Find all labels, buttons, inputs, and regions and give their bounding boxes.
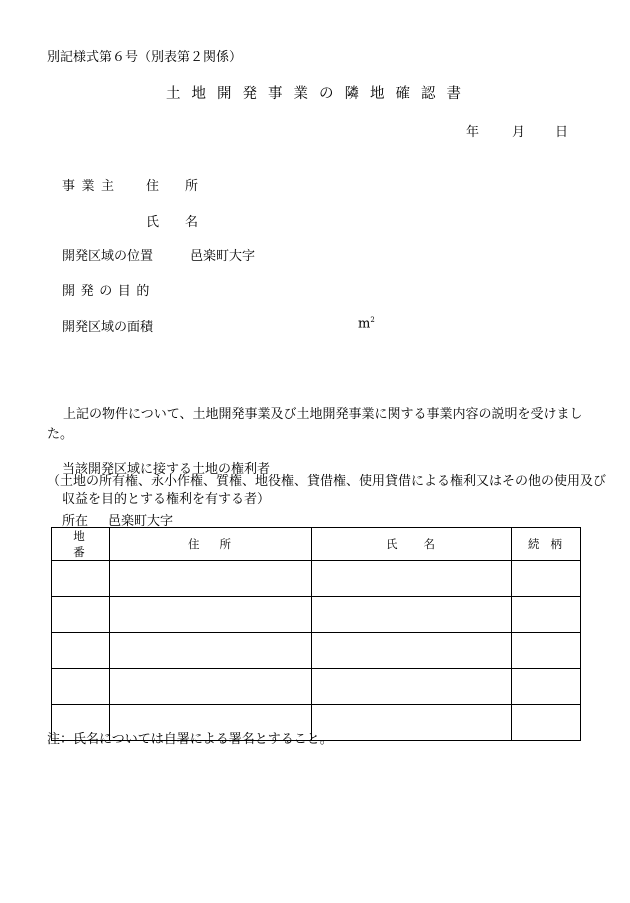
owner-label: 事業主 — [62, 179, 121, 194]
table-header-row — [52, 528, 581, 561]
cell-relationship[interactable] — [512, 669, 581, 705]
cell-address[interactable] — [110, 669, 312, 705]
location-line-value: 邑楽町大字 — [108, 514, 174, 529]
confirmation-paragraph: 上記の物件について、土地開発事業及び土地開発事業に関する事業内容の説明を受けました。 — [47, 407, 583, 442]
purpose-label: 開発の目的 — [62, 284, 156, 299]
area-unit-superscript: 2 — [370, 316, 375, 324]
form-number: 別記様式第６号（別表第２関係） — [47, 50, 243, 65]
cell-relationship[interactable] — [512, 633, 581, 669]
signature-note: 注：氏名については自署による署名とすること。 — [47, 732, 333, 747]
date-day-label: 日 — [555, 125, 569, 140]
cell-lot-number[interactable] — [52, 669, 110, 705]
area-label: 開発区域の面積 — [62, 320, 154, 335]
cell-lot-number[interactable] — [52, 633, 110, 669]
rights-holder-table — [51, 527, 581, 741]
area-unit-base: m — [358, 316, 371, 332]
cell-name[interactable] — [312, 597, 512, 633]
cell-address[interactable] — [110, 597, 312, 633]
table-row — [52, 669, 581, 705]
address-label: 住所 — [146, 179, 225, 194]
location-value: 邑楽町大字 — [190, 249, 256, 264]
rights-holder-heading: 当該開発区域に接する土地の権利者 — [62, 462, 271, 477]
document-title: 土地開発事業の隣地確認書 — [166, 86, 472, 102]
name-label: 氏名 — [146, 215, 225, 230]
cell-address[interactable] — [110, 633, 312, 669]
cell-name[interactable] — [312, 633, 512, 669]
cell-lot-number[interactable] — [52, 561, 110, 597]
cell-lot-number[interactable] — [52, 597, 110, 633]
cell-address[interactable] — [110, 561, 312, 597]
cell-relationship[interactable] — [512, 705, 581, 741]
header-relationship: 続柄 — [512, 528, 581, 561]
header-name: 氏名 — [312, 528, 512, 561]
cell-name[interactable] — [312, 669, 512, 705]
cell-relationship[interactable] — [512, 561, 581, 597]
rights-holder-definition: （土地の所有権、永小作権、質権、地役権、貸借権、使用貸借による権利又はその他の使用及び収益を目的とする権利を有する者） — [47, 474, 607, 507]
cell-name[interactable] — [312, 705, 512, 741]
header-lot-number: 地番 — [52, 528, 110, 561]
cell-name[interactable] — [312, 561, 512, 597]
area-unit — [358, 316, 375, 331]
header-address: 住所 — [110, 528, 312, 561]
table-row — [52, 561, 581, 597]
table-row — [52, 633, 581, 669]
date-month-label: 月 — [512, 125, 526, 140]
date-year-label: 年 — [466, 125, 480, 140]
table-row — [52, 597, 581, 633]
cell-relationship[interactable] — [512, 597, 581, 633]
location-line-label: 所在 — [62, 514, 89, 529]
location-label: 開発区域の位置 — [62, 249, 154, 264]
